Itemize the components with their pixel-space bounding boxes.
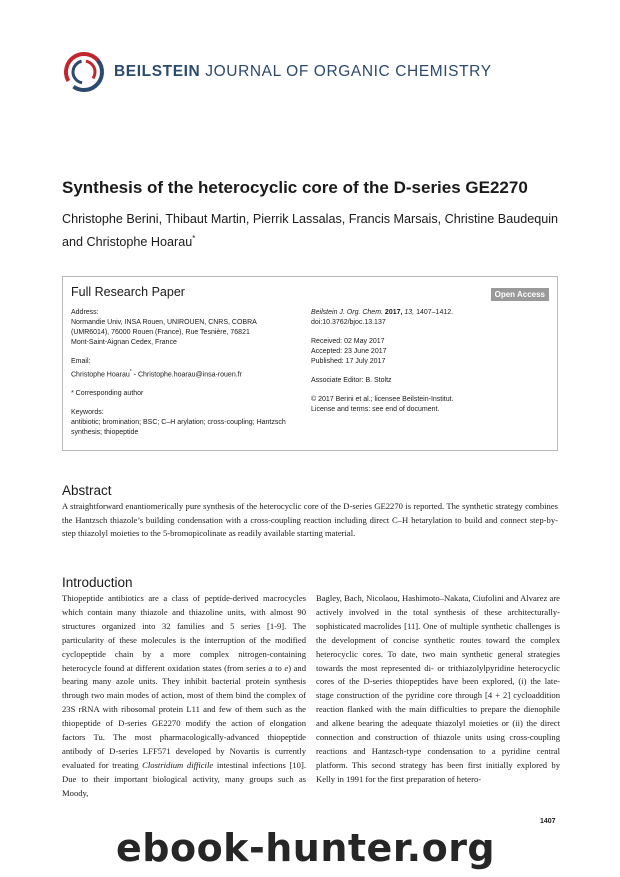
intro-text: intestinal infections [10]. Due to their important biological activity, many groups such as Moody, bbox=[62, 759, 306, 798]
email-address[interactable]: - Christophe.hoarau@insa-rouen.fr bbox=[131, 371, 242, 379]
email-label: Email: bbox=[71, 358, 91, 365]
info-left-column bbox=[71, 308, 309, 438]
article-type: Full Research Paper bbox=[71, 285, 185, 299]
associate-editor: Associate Editor: B. Stoltz bbox=[311, 377, 392, 384]
keywords-line: synthesis; thiopeptide bbox=[71, 429, 139, 437]
address-line: Normandie Univ, INSA Rouen, UNIROUEN, CNRS, COBRA bbox=[71, 319, 257, 326]
introduction-paragraph bbox=[62, 592, 306, 801]
intro-text: ) and bearing many azole units. They inhibit bacterial protein synthesis through two main modes of action, most of them bind the complex of 23S rRNA with ribosomal protein L11 and few of them such as the thiopeptide of D-series GE2270 modify the action of elongation factors Tu. The most pharmacologically-advanced thiopeptide antibody of D-series LFF571 developed by Novartis is currently evaluated for treating bbox=[62, 662, 306, 770]
received-date: Received: 02 May 2017 bbox=[311, 338, 385, 345]
intro-text: to bbox=[272, 662, 285, 673]
address-line: Mont-Saint-Aignan Cedex, France bbox=[71, 339, 177, 346]
email-corresponding-mark: * bbox=[129, 369, 132, 375]
keywords-label: Keywords: bbox=[71, 409, 104, 417]
introduction-heading: Introduction bbox=[62, 575, 133, 590]
published-date: Published: 17 July 2017 bbox=[311, 358, 386, 365]
accepted-date: Accepted: 23 June 2017 bbox=[311, 348, 387, 355]
author-list bbox=[62, 210, 572, 252]
page-number: 1407 bbox=[540, 818, 556, 825]
abstract-text: A straightforward enantiomerically pure synthesis of the heterocyclic core of the D-series GE2270 is reported. The synthetic strategy combines the Hantzsch thiazole’s building condensation with a cross-coupling reaction including direct C–H hetarylation to build and connect step-by-step thiazolyl moieties to the 5-bromopicolinate as readily available starting material. bbox=[62, 501, 558, 539]
authors-line-1: Christophe Berini, Thibaut Martin, Pierrik Lassalas, Francis Marsais, Christine Baudequin bbox=[62, 212, 559, 226]
info-right-column bbox=[311, 308, 551, 415]
article-title: Synthesis of the heterocyclic core of the D-series GE2270 bbox=[62, 178, 528, 197]
authors-line-2 bbox=[62, 229, 572, 252]
corresponding-author-mark: * bbox=[192, 234, 196, 243]
beilstein-swirl-icon bbox=[62, 50, 106, 94]
citation-volume: 13, bbox=[404, 309, 415, 316]
journal-brand: BEILSTEIN bbox=[114, 63, 201, 80]
intro-species-name: Clostridium difficile bbox=[142, 759, 214, 770]
citation-pages: 1407–1412. bbox=[414, 309, 454, 316]
watermark: ebook-hunter.org bbox=[116, 826, 496, 870]
introduction-paragraph: Bagley, Bach, Nicolaou, Hashimoto–Nakata, Ciufolini and Alvarez are actively involved in the total synthesis of these architecturally-sophisticated macrolides [11]. One of multiple synthetic challenges is the development of concise synthetic routes toward the complex heterocyclic cores. To date, two main synthetic general strategies towards the most represented di- or trithiazolylpyridine heterocyclic cores of the D-series thiopeptides have been explored, (i) the late-stage construction of the pyridine core through [4 + 2] cycloaddition reaction flanked with the main difficulties to prepare the dienophile and alkene bearing the adequate thiazolyl moieties or (ii) the direct connection and construction of thiazole units using cross-coupling reactions and Hantzsch-type condensation to a pyridine central platform. This second strategy has been first initially explored by Kelly in 1991 for the first preparation of hetero- bbox=[316, 593, 560, 784]
copyright: © 2017 Berini et al.; licensee Beilstein-Institut. bbox=[311, 396, 454, 403]
article-info-box bbox=[62, 276, 558, 451]
intro-text: Thiopeptide antibiotics are a class of peptide-derived macrocycles which contain many thiazole and thiazoline units, with almost 90 structures organized into 32 families and 5 series [1-9]. The particularity of these molecules is the interruption of the modified cyclopeptide chain by a more complex nitrogen-containing heterocycle found at different oxidation states (from series bbox=[62, 593, 306, 673]
abstract-heading: Abstract bbox=[62, 483, 112, 498]
journal-name bbox=[114, 63, 492, 81]
corresponding-author-note: * Corresponding author bbox=[71, 390, 144, 398]
citation bbox=[311, 308, 551, 318]
email-line bbox=[71, 367, 309, 380]
journal-name-rest: JOURNAL OF ORGANIC CHEMISTRY bbox=[205, 63, 492, 80]
address-line: (UMR6014), 76000 Rouen (France), Rue Tesnière, 76821 bbox=[71, 329, 250, 336]
doi-link[interactable]: doi:10.3762/bjoc.13.137 bbox=[311, 319, 386, 326]
intro-series-a: a bbox=[268, 662, 273, 673]
journal-logo bbox=[62, 50, 492, 94]
license-note: License and terms: see end of document. bbox=[311, 406, 440, 413]
address-label: Address: bbox=[71, 309, 99, 316]
open-access-badge: Open Access bbox=[491, 288, 549, 301]
introduction-left-column bbox=[62, 592, 306, 801]
authors-line-2-text: and Christophe Hoarau bbox=[62, 235, 193, 250]
citation-journal: Beilstein J. Org. Chem. bbox=[311, 309, 383, 316]
email-author-name: Christophe Hoarau bbox=[71, 371, 130, 379]
citation-year: 2017, bbox=[384, 309, 403, 316]
introduction-right-column bbox=[316, 592, 560, 787]
intro-series-e: e bbox=[284, 662, 289, 673]
keywords-line: antibiotic; bromination; BSC; C–H arylation; cross-coupling; Hantzsch bbox=[71, 419, 286, 427]
